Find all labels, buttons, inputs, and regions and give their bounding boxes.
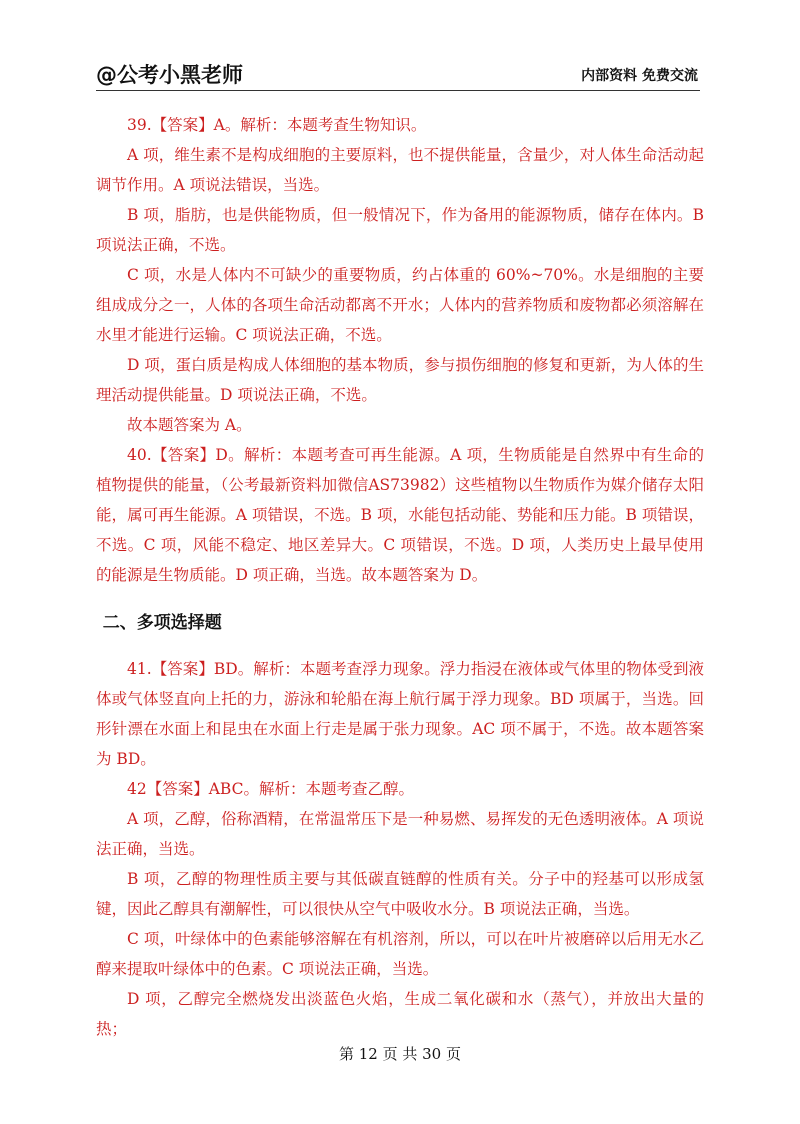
paragraph: D 项，蛋白质是构成人体细胞的基本物质，参与损伤细胞的修复和更新，为人体的生理活动提供能量。D 项说法正确，不选。	[96, 356, 704, 404]
page-number: 第 12 页 共 30 页	[338, 1045, 461, 1063]
paragraph: A 项，乙醇，俗称酒精，在常温常压下是一种易燃、易挥发的无色透明液体。A 项说法正确，当选。	[96, 810, 704, 858]
page-header	[96, 62, 700, 91]
document-body	[96, 110, 704, 1044]
paragraph: D 项，乙醇完全燃烧发出淡蓝色火焰，生成二氧化碳和水（蒸气），并放出大量的热；	[96, 990, 704, 1038]
paragraph: A 项，维生素不是构成细胞的主要原料，也不提供能量，含量少，对人体生命活动起调节作用。A 项说法错误，当选。	[96, 146, 704, 194]
paragraph: B 项，脂肪，也是供能物质，但一般情况下，作为备用的能源物质，储存在体内。B 项说法正确，不选。	[96, 206, 704, 254]
paragraph: 故本题答案为 A。	[127, 416, 252, 434]
paragraph: 42【答案】ABC。解析：本题考查乙醇。	[127, 780, 414, 798]
paragraph: B 项，乙醇的物理性质主要与其低碳直链醇的性质有关。分子中的羟基可以形成氢键，因此乙醇具有潮解性，可以很快从空气中吸收水分。B 项说法正确，当选。	[96, 870, 704, 918]
paragraph: C 项，水是人体内不可缺少的重要物质，约占体重的 60%~70%。水是细胞的主要组成成分之一，人体的各项生命活动都离不开水；人体内的营养物质和废物都必须溶解在水里才能进行运输。C 项说法正确，不选。	[96, 266, 704, 344]
paragraph: C 项，叶绿体中的色素能够溶解在有机溶剂，所以，可以在叶片被磨碎以后用无水乙醇来提取叶绿体中的色素。C 项说法正确，当选。	[96, 930, 704, 978]
paragraph: 41.【答案】BD。解析：本题考查浮力现象。浮力指浸在液体或气体里的物体受到液体或气体竖直向上托的力，游泳和轮船在海上航行属于浮力现象。BD 项属于，当选。回形针漂在水面上和昆虫在水面上行走是属于张力现象。AC 项不属于，不选。故本题答案为 BD。	[96, 660, 704, 768]
page-footer	[0, 1044, 800, 1064]
section-heading: 二、多项选择题	[102, 613, 222, 633]
paragraph: 40.【答案】D。解析：本题考查可再生能源。A 项，生物质能是自然界中有生命的植物提供的能量，（公考最新资料加微信AS73982）这些植物以生物质作为媒介储存太阳能，属可再生能源。A 项错误，不选。B 项，水能包括动能、势能和压力能。B 项错误，不选。C 项，风能不稳定、地区差异大。C 项错误，不选。D 项，人类历史上最早使用的能源是生物质能。D 项正确，当选。故本题答案为 D。	[96, 446, 704, 584]
paragraph: 39.【答案】A。解析：本题考查生物知识。	[127, 116, 427, 134]
header-brand: @公考小黑老师	[96, 63, 243, 87]
header-note: 内部资料 免费交流	[581, 68, 698, 84]
